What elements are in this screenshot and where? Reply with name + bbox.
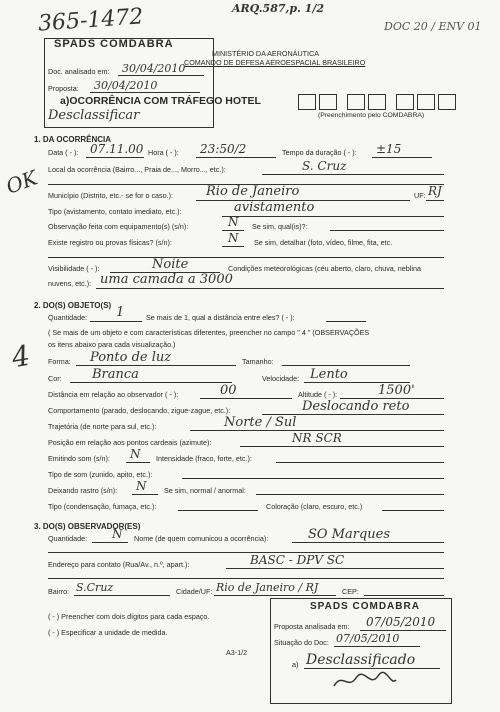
district-line — [74, 595, 170, 596]
color-value: Branca — [92, 367, 139, 382]
district-value: S.Cruz — [76, 581, 114, 594]
margin-mark-ok: OK — [2, 165, 41, 199]
trail-type-line — [178, 510, 258, 511]
which-label: Se sim, qual(is)?: — [252, 222, 308, 231]
command-title: COMANDO DE DEFESA AEROESPACIAL BRASILEIRO — [184, 58, 366, 67]
district-label: Bairro: — [48, 587, 70, 596]
duration-line — [372, 157, 432, 158]
intensity-line — [276, 462, 444, 463]
distance-line — [200, 398, 292, 399]
sound-line — [126, 462, 150, 463]
distance-value: 00 — [220, 383, 237, 398]
sound-type-label: Tipo de som (zunido, apito, etc.): — [48, 470, 153, 479]
bottom-analyzed-label: Proposta analisada em: — [274, 622, 350, 631]
object-quantity-line — [90, 321, 142, 322]
bottom-signature: Desclassificado — [306, 652, 416, 668]
object-quantity-label: Quantidade: — [48, 313, 88, 322]
registry-line-2 — [48, 257, 444, 258]
observation-label: Observação feita com equipamento(s) (s/n): — [48, 222, 189, 231]
initials-scrawl — [330, 670, 400, 692]
location-line — [262, 174, 444, 175]
hour-label: Hora ( - ): — [148, 148, 179, 157]
trail-question-line — [256, 494, 444, 495]
position-value: NR SCR — [292, 431, 342, 445]
shape-line — [76, 365, 236, 366]
color-label: Cor: — [48, 374, 62, 383]
observation-value: N — [228, 215, 239, 229]
margin-mark-four: 4 — [9, 338, 33, 375]
speed-value: Lento — [310, 367, 348, 382]
location-label: Local da ocorrência (Bairro..., Praia de..., Morro..., etc.): — [48, 165, 226, 174]
bottom-analyzed-line — [360, 630, 446, 631]
clouds-line — [96, 288, 444, 289]
trail-label: Deixando rastro (s/n): — [48, 486, 118, 495]
trail-color-label: Coloração (claro, escuro, etc.) — [266, 502, 363, 511]
size-label: Tamanho: — [242, 357, 274, 366]
footnote-1: ( - ) Preencher com dois dígitos para cada espaço. — [48, 612, 210, 621]
registry-label: Existe registro ou provas físicas? (s/n): — [48, 238, 172, 247]
trajectory-label: Trajetória (de norte para sul, etc.): — [48, 422, 157, 431]
trail-question: Se sim, normal / anormal: — [164, 486, 246, 495]
header-signature: Desclassificar — [48, 108, 140, 123]
bottom-status-line — [334, 646, 420, 647]
address-line — [226, 568, 444, 569]
city-label: Cidade/UF: — [176, 587, 213, 596]
observer-name-label: Nome (de quem comunicou a ocorrência): — [134, 534, 269, 543]
altitude-label: Altitude ( - ): — [298, 390, 338, 399]
duration-value: ±15 — [376, 142, 402, 156]
address-label: Endereço para contato (Rua/Av., n.º, apart.): — [48, 560, 190, 569]
analyzed-label: Doc. analisado em: — [48, 67, 110, 76]
which-line — [330, 230, 444, 231]
observer-name-line — [292, 542, 444, 543]
trail-color-line — [382, 510, 444, 511]
uf-label: UF: — [414, 191, 426, 200]
uf-value: RJ — [428, 184, 442, 198]
type-line — [222, 216, 444, 217]
registry-line — [222, 246, 244, 247]
section3-heading: 3. DO(S) OBSERVADOR(ES) — [34, 522, 141, 531]
municipality-label: Município (Distrito, etc.- se for o caso.): — [48, 191, 174, 200]
duration-label: Tempo da duração ( - ): — [282, 148, 357, 157]
observer-quantity-label: Quantidade: — [48, 534, 88, 543]
registry-value: N — [228, 231, 239, 245]
trajectory-value: Norte / Sul — [224, 415, 297, 430]
sound-value: N — [130, 447, 141, 461]
comdabra-fill-boxes — [298, 94, 456, 110]
reference-scrawl: 365-1472 — [37, 4, 145, 37]
visibility-label: Visibilidade ( - ): — [48, 264, 100, 273]
cep-label: CEP: — [342, 587, 359, 596]
address-value: BASC - DPV SC — [250, 553, 345, 567]
uf-line — [426, 200, 444, 201]
form-title: a)OCORRÊNCIA COM TRÁFEGO HOTEL — [60, 95, 261, 107]
position-label: Posição em relação aos pontos cardeais (azimute): — [48, 438, 212, 447]
sound-type-line — [182, 478, 444, 479]
date-label: Data ( - ): — [48, 148, 79, 157]
bottom-a-label: a) — [292, 660, 299, 669]
shape-value: Ponto de luz — [90, 350, 172, 365]
observer-name-value: SO Marques — [308, 527, 391, 542]
bottom-status-value: 07/05/2010 — [336, 632, 400, 645]
object-note-line2: os itens abaixo para cada visualização.) — [48, 340, 176, 349]
observer-quantity-line — [92, 542, 128, 543]
distance-label: Distância em relação ao observador ( - ): — [48, 390, 179, 399]
proposal-value: 30/04/2010 — [94, 79, 158, 92]
proposal-label: Proposta: — [48, 84, 79, 93]
observer-name-line-2 — [48, 552, 444, 553]
footnote-2: ( - ) Especificar a unidade de medida. — [48, 628, 168, 637]
speed-label: Velocidade: — [262, 374, 300, 383]
object-distance-question: Se mais de 1, qual a distância entre eles? ( - ): — [146, 313, 295, 322]
bottom-status-label: Situação do Doc: — [274, 638, 329, 647]
hour-value: 23:50/2 — [200, 142, 247, 156]
city-line — [214, 595, 336, 596]
analyzed-value: 30/04/2010 — [122, 62, 186, 75]
ministry-title: MINISTÉRIO DA AERONÁUTICA — [212, 49, 320, 58]
section2-heading: 2. DO(S) OBJETO(S) — [34, 301, 112, 310]
trail-value: N — [136, 479, 147, 493]
observer-quantity-value: N — [112, 527, 123, 541]
location-value: S. Cruz — [302, 159, 347, 173]
bottom-analyzed-value: 07/05/2010 — [366, 615, 436, 629]
bottom-signature-line — [304, 668, 440, 669]
object-distance-line — [326, 321, 366, 322]
sound-label: Emitindo som (s/n): — [48, 454, 110, 463]
hour-line — [196, 157, 276, 158]
behavior-value: Deslocando reto — [302, 399, 410, 414]
proposal-line — [90, 92, 200, 93]
fill-note: (Preenchimento pelo COMDABRA) — [318, 112, 425, 119]
color-line — [70, 382, 232, 383]
object-quantity-value: 1 — [116, 305, 125, 320]
city-value: Rio de Janeiro / RJ — [216, 581, 319, 594]
clouds-value: uma camada a 3000 — [100, 272, 233, 287]
date-line — [86, 157, 144, 158]
shape-label: Forma: — [48, 357, 71, 366]
type-value: avistamento — [234, 200, 315, 215]
registry-detail: Se sim, detalhar (foto, vídeo, filme, fita, etc. — [254, 238, 393, 247]
date-value: 07.11.00 — [90, 142, 144, 156]
object-note-line1: ( Se mais de um objeto e com características diferentes, preencher no campo " 4 " (OBSERVAÇÕES — [48, 328, 370, 337]
trail-type-label: Tipo (condensação, fumaça, etc.): — [48, 502, 157, 511]
bottom-stamp-title: SPADS COMDABRA — [310, 601, 420, 612]
clouds-label: nuvens, etc.): — [48, 279, 92, 288]
size-line — [282, 365, 410, 366]
position-line — [240, 446, 444, 447]
behavior-label: Comportamento (parado, deslocando, zigue-zague, etc.): — [48, 406, 231, 415]
trail-line — [132, 494, 158, 495]
analyzed-line — [118, 75, 204, 76]
type-label: Tipo (avistamento, contato imediato, etc.): — [48, 207, 182, 216]
address-line-2 — [48, 578, 444, 579]
page-code: A3-1/2 — [226, 648, 248, 657]
document-reference: DOC 20 / ENV 01 — [384, 20, 482, 33]
weather-label: Condições meteorológicas (céu aberto, claro, chuva, neblina — [228, 264, 421, 273]
visibility-value: Noite — [152, 257, 189, 272]
section1-heading: 1. DA OCORRÊNCIA — [34, 135, 112, 144]
municipality-value: Rio de Janeiro — [206, 184, 300, 199]
stamp-title: SPADS COMDABRA — [54, 38, 174, 50]
archive-reference: ARQ.587,p. 1/2 — [232, 2, 325, 15]
cep-line — [364, 595, 444, 596]
intensity-label: Intensidade (fraco, forte, etc.): — [156, 454, 252, 463]
altitude-value: 1500' — [378, 383, 415, 398]
